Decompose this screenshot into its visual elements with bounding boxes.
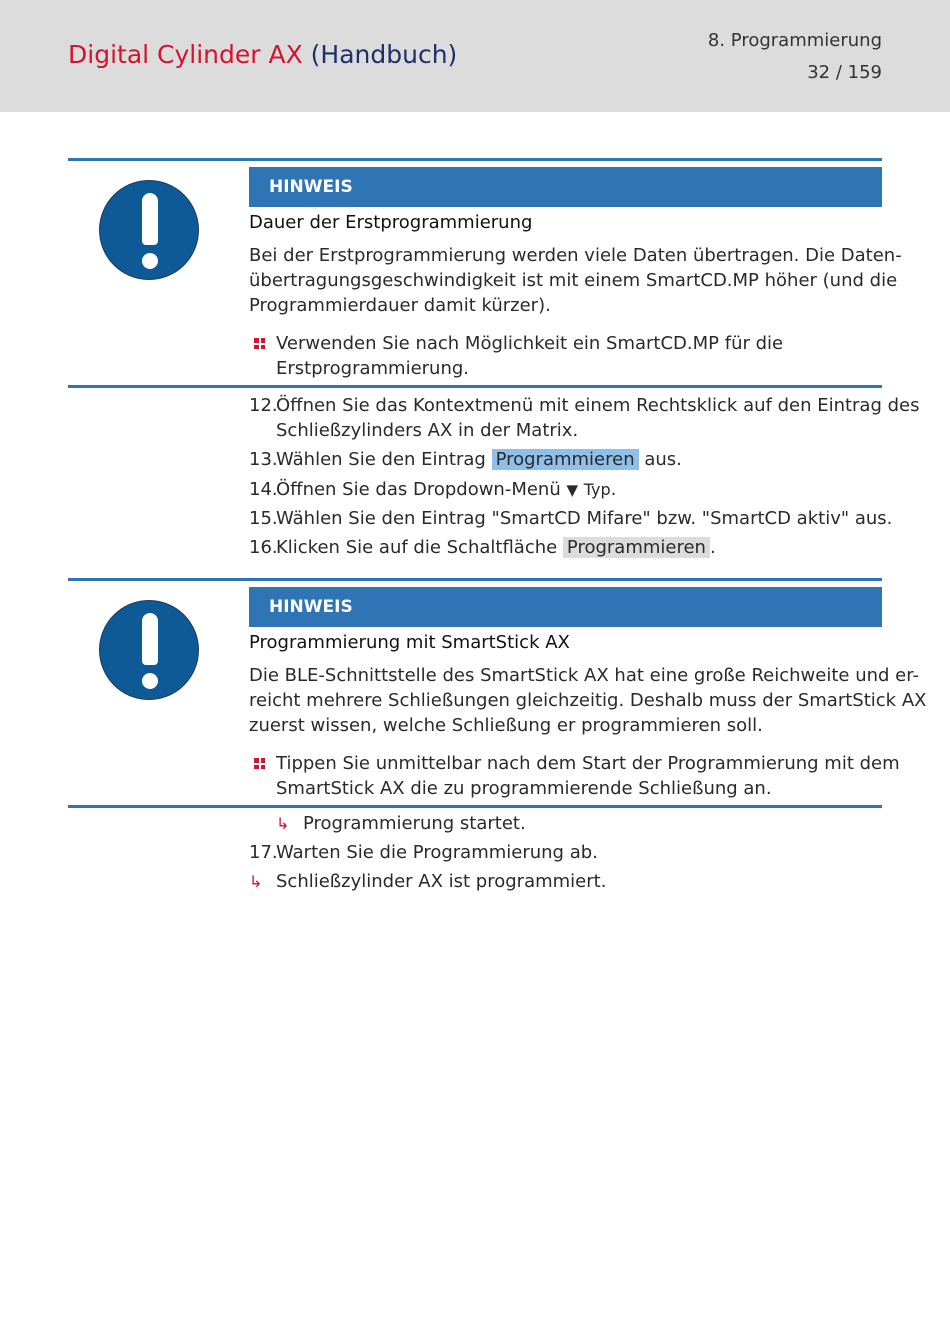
notice-text bbox=[249, 663, 927, 738]
step-text: Klicken Sie auf die Schaltfläche bbox=[276, 537, 563, 558]
step-number: 17. bbox=[249, 842, 278, 863]
result-cylinder-programmed bbox=[249, 869, 606, 894]
step-13 bbox=[249, 447, 682, 472]
step-text-end: aus. bbox=[638, 449, 682, 470]
notice-banner: HINWEIS bbox=[249, 587, 882, 627]
text-line: Bei der Erstprogrammierung werden viele Daten übertragen. Die Daten- bbox=[249, 245, 902, 266]
text-line: zuerst wissen, welche Schließung er programmieren soll. bbox=[249, 715, 763, 736]
menu-entry-programmieren[interactable]: Programmieren bbox=[492, 449, 639, 470]
notice-top-rule bbox=[68, 578, 882, 581]
result-arrow-icon: ↳ bbox=[276, 814, 290, 833]
notice-banner: HINWEIS bbox=[249, 167, 882, 207]
step-16 bbox=[249, 535, 716, 560]
step-17 bbox=[249, 840, 598, 865]
result-text: Programmierung startet. bbox=[303, 813, 526, 834]
step-number: 12. bbox=[249, 395, 278, 416]
action-grid-icon bbox=[254, 758, 265, 769]
step-number: 13. bbox=[249, 449, 278, 470]
result-text: Schließzylinder AX ist programmiert. bbox=[276, 871, 607, 892]
step-15 bbox=[249, 506, 892, 531]
notice-bottom-rule bbox=[68, 805, 882, 808]
action-line: SmartStick AX die zu programmierende Schließung an. bbox=[276, 778, 772, 799]
notice-bottom-rule bbox=[68, 385, 882, 388]
text-line: Die BLE-Schnittstelle des SmartStick AX hat eine große Reichweite und er- bbox=[249, 665, 919, 686]
step-text: Wählen Sie den Eintrag bbox=[276, 449, 492, 470]
notice-text bbox=[249, 243, 902, 318]
step-number: 15. bbox=[249, 508, 278, 529]
text-line: Programmierdauer damit kürzer). bbox=[249, 295, 551, 316]
page-number: 32 / 159 bbox=[807, 62, 882, 83]
step-text: Öffnen Sie das Kontextmenü mit einem Rechtsklick auf den Eintrag des bbox=[276, 395, 920, 416]
notice-action bbox=[249, 751, 900, 801]
text-line: übertragungsgeschwindigkeit ist mit einem SmartCD.MP höher (und die bbox=[249, 270, 898, 291]
dropdown-triangle-icon[interactable]: ▼ bbox=[566, 481, 579, 499]
step-text: Warten Sie die Programmierung ab. bbox=[276, 842, 598, 863]
action-line: Verwenden Sie nach Möglichkeit ein SmartCD.MP für die bbox=[276, 333, 784, 354]
step-text: Wählen Sie den Eintrag "SmartCD Mifare" bzw. "SmartCD aktiv" aus. bbox=[276, 508, 893, 529]
action-line: Tippen Sie unmittelbar nach dem Start der Programmierung mit dem bbox=[276, 753, 900, 774]
step-14 bbox=[249, 477, 616, 503]
notice-top-rule bbox=[68, 158, 882, 161]
step-number: 16. bbox=[249, 537, 278, 558]
title-product: Digital Cylinder AX bbox=[68, 40, 303, 69]
chapter-title: 8. Programmierung bbox=[707, 30, 882, 51]
programmieren-button[interactable]: Programmieren bbox=[563, 537, 710, 558]
exclamation-icon bbox=[99, 600, 199, 700]
text-line: reicht mehrere Schließungen gleichzeitig. Deshalb muss der SmartStick AX bbox=[249, 690, 927, 711]
notice-heading: Programmierung mit SmartStick AX bbox=[249, 632, 570, 653]
action-grid-icon bbox=[254, 338, 265, 349]
action-line: Erstprogrammierung. bbox=[276, 358, 470, 379]
step-text-cont: Schließzylinders AX in der Matrix. bbox=[276, 420, 579, 441]
page-header bbox=[0, 0, 950, 112]
step-text-end: . bbox=[709, 537, 716, 558]
step-12 bbox=[249, 393, 920, 443]
notice-heading: Dauer der Erstprogrammierung bbox=[249, 212, 533, 233]
exclamation-icon bbox=[99, 180, 199, 280]
step-number: 14. bbox=[249, 479, 278, 500]
result-programming-started bbox=[276, 811, 526, 836]
result-arrow-icon: ↳ bbox=[249, 872, 263, 891]
dropdown-typ-label[interactable]: Typ bbox=[583, 480, 611, 499]
notice-action bbox=[249, 331, 783, 381]
title-handbook: (Handbuch) bbox=[310, 40, 458, 69]
document-title bbox=[68, 40, 457, 69]
step-text: Öffnen Sie das Dropdown-Menü bbox=[276, 479, 567, 500]
step-text-end: . bbox=[610, 479, 617, 500]
